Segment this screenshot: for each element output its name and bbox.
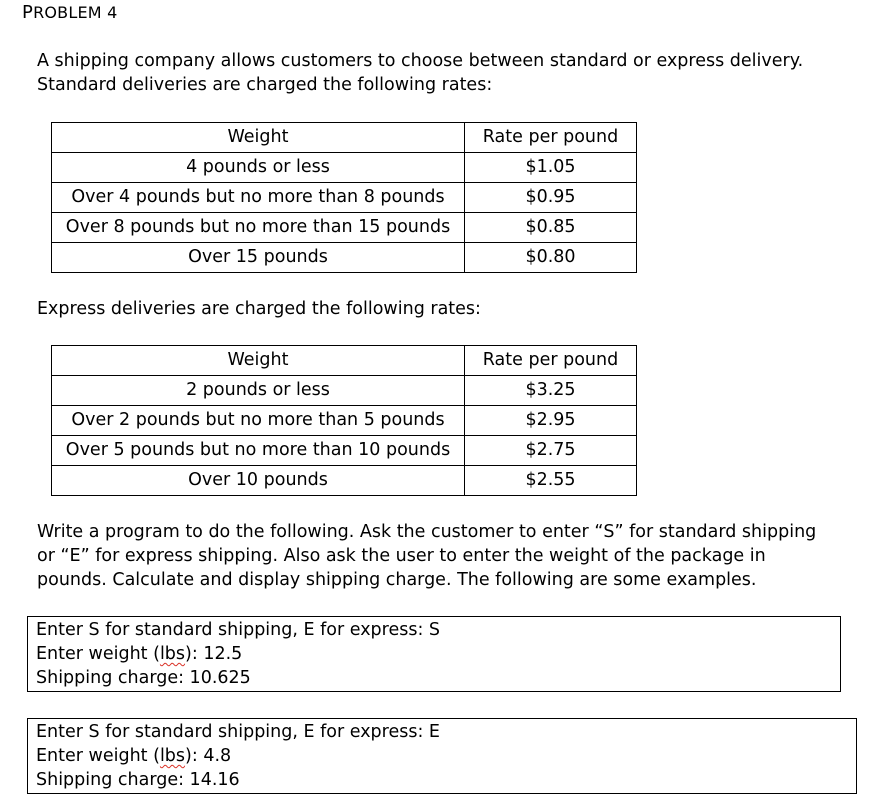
example-box-express (27, 718, 857, 794)
express-rates-table (51, 345, 637, 496)
rate-cell: $2.95 (465, 406, 637, 436)
intro-line: A shipping company allows customers to choose between standard or express delivery. (37, 51, 804, 71)
weight-cell: Over 4 pounds but no more than 8 pounds (52, 183, 465, 213)
table-row (52, 213, 637, 243)
weight-cell: Over 15 pounds (52, 243, 465, 273)
example-box-standard (27, 616, 841, 692)
prompt-line: Enter S for standard shipping, E for express: E (36, 722, 440, 742)
weight-prefix: Enter weight ( (36, 644, 160, 664)
instructions-line: pounds. Calculate and display shipping charge. The following are some examples. (37, 570, 757, 590)
intro-line: Standard deliveries are charged the following rates: (37, 75, 493, 95)
rate-cell: $3.25 (465, 376, 637, 406)
weight-cell: 4 pounds or less (52, 153, 465, 183)
weight-cell: Over 8 pounds but no more than 15 pounds (52, 213, 465, 243)
table-row (52, 466, 637, 496)
charge-line: Shipping charge: 10.625 (36, 668, 251, 688)
weight-header: Weight (52, 123, 465, 153)
table-row (52, 153, 637, 183)
table-header-row (52, 123, 637, 153)
standard-rates-table (51, 122, 637, 273)
instructions-line: Write a program to do the following. Ask the customer to enter “S” for standard shipping (37, 522, 817, 542)
weight-line (36, 642, 840, 666)
express-intro: Express deliveries are charged the following rates: (37, 299, 481, 319)
rate-cell: $0.95 (465, 183, 637, 213)
rate-cell: $2.55 (465, 466, 637, 496)
intro-paragraph (37, 49, 803, 97)
rate-cell: $0.80 (465, 243, 637, 273)
weight-value: ): 12.5 (185, 644, 243, 664)
rate-cell: $2.75 (465, 436, 637, 466)
weight-cell: Over 5 pounds but no more than 10 pounds (52, 436, 465, 466)
rate-cell: $1.05 (465, 153, 637, 183)
rate-cell: $0.85 (465, 213, 637, 243)
instructions-line: or “E” for express shipping. Also ask the user to enter the weight of the package in (37, 546, 766, 566)
rate-header: Rate per pound (465, 346, 637, 376)
weight-cell: 2 pounds or less (52, 376, 465, 406)
weight-prefix: Enter weight ( (36, 746, 160, 766)
charge-line: Shipping charge: 14.16 (36, 770, 240, 790)
weight-cell: Over 2 pounds but no more than 5 pounds (52, 406, 465, 436)
weight-unit: lbs (159, 644, 186, 664)
weight-unit: lbs (159, 746, 186, 766)
table-row (52, 183, 637, 213)
rate-header: Rate per pound (465, 123, 637, 153)
table-row (52, 436, 637, 466)
table-row (52, 406, 637, 436)
weight-cell: Over 10 pounds (52, 466, 465, 496)
table-row (52, 376, 637, 406)
weight-value: ): 4.8 (185, 746, 232, 766)
instructions-paragraph (37, 520, 816, 592)
problem-heading (22, 2, 117, 23)
weight-line (36, 744, 856, 768)
table-header-row (52, 346, 637, 376)
prompt-line: Enter S for standard shipping, E for express: S (36, 620, 441, 640)
heading-rest: ROBLEM 4 (33, 3, 118, 22)
table-row (52, 243, 637, 273)
heading-initial: P (22, 2, 34, 23)
weight-header: Weight (52, 346, 465, 376)
